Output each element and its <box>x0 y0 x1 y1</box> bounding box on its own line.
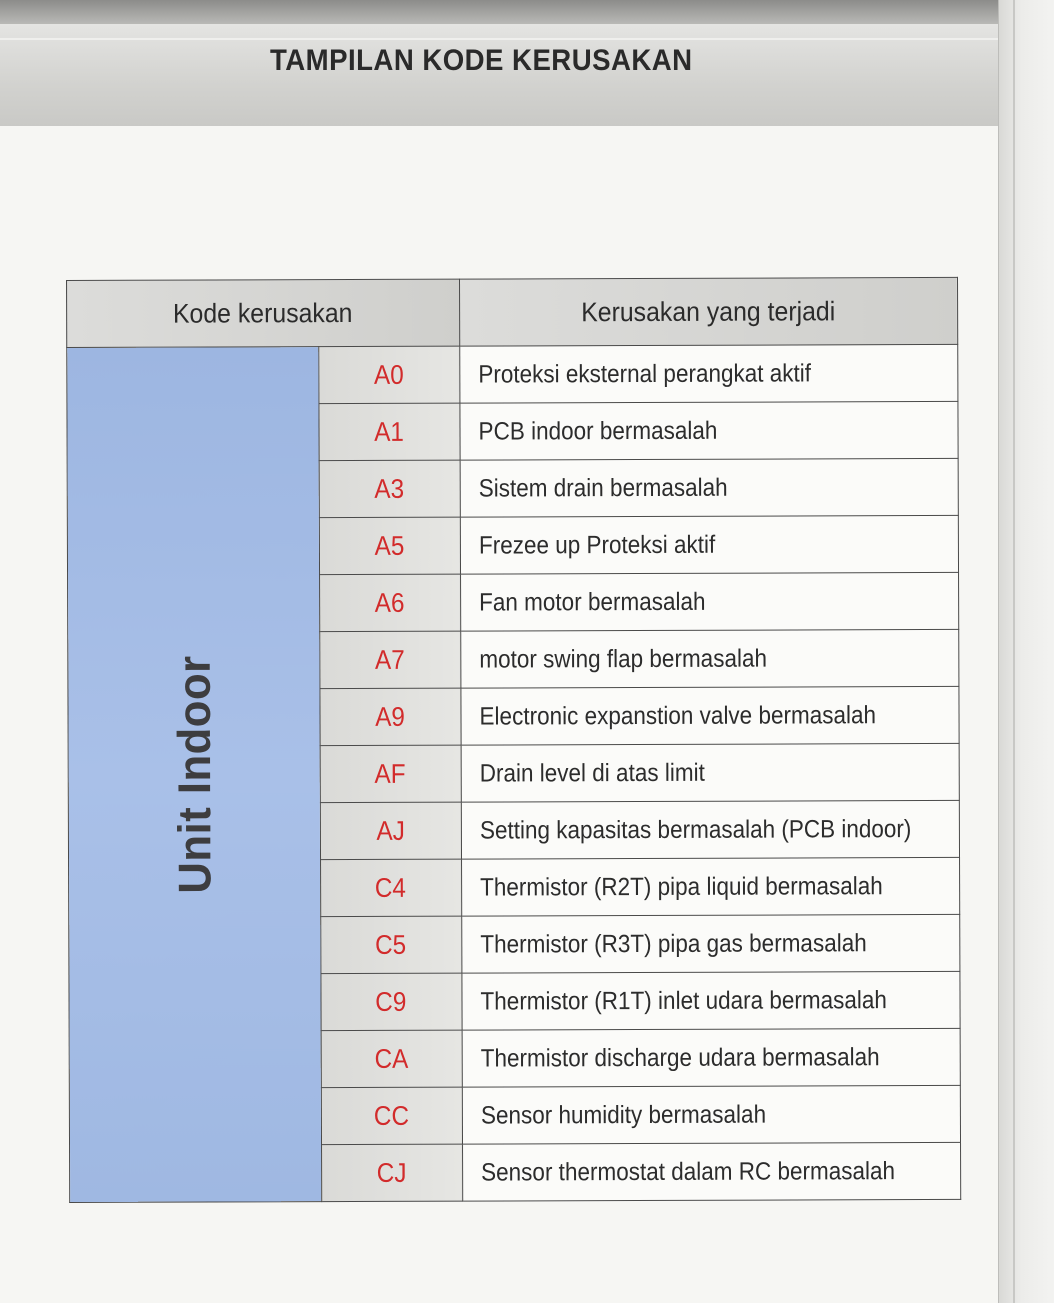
error-code: C4 <box>320 859 461 916</box>
error-description: Sensor thermostat dalam RC bermasalah <box>462 1142 961 1201</box>
error-description: Thermistor discharge udara bermasalah <box>462 1028 961 1087</box>
group-label: Unit Indoor <box>167 655 221 894</box>
error-description: Drain level di atas limit <box>461 743 960 802</box>
error-code: AJ <box>320 802 461 859</box>
error-code: AF <box>320 745 461 802</box>
error-code: CA <box>321 1030 462 1087</box>
error-description: Frezee up Proteksi aktif <box>460 515 959 574</box>
error-code: A7 <box>320 631 461 688</box>
error-code: A3 <box>319 460 460 517</box>
error-description: Proteksi eksternal perangkat aktif <box>459 344 958 403</box>
header-code: Kode kerusakan <box>67 279 460 347</box>
table-row <box>67 344 958 404</box>
table-header-row <box>67 277 958 347</box>
error-description: motor swing flap bermasalah <box>460 629 959 688</box>
error-code: A5 <box>319 517 460 574</box>
error-description: Setting kapasitas bermasalah (PCB indoor) <box>461 800 960 859</box>
error-code: CC <box>321 1087 462 1144</box>
error-description: Sensor humidity bermasalah <box>462 1085 961 1144</box>
error-code: A1 <box>319 403 460 460</box>
error-code: A9 <box>320 688 461 745</box>
error-description: Fan motor bermasalah <box>460 572 959 631</box>
error-code-table <box>66 277 961 1203</box>
error-code: CJ <box>321 1144 462 1201</box>
top-page-edge <box>0 0 1054 24</box>
error-code: A0 <box>319 346 460 403</box>
error-description: Thermistor (R3T) pipa gas bermasalah <box>461 914 960 973</box>
error-code: C9 <box>321 973 462 1030</box>
header-description: Kerusakan yang terjadi <box>459 277 958 346</box>
error-code: C5 <box>321 916 462 973</box>
error-description: Electronic expanstion valve bermasalah <box>461 686 960 745</box>
error-code: A6 <box>319 574 460 631</box>
error-description: Thermistor (R1T) inlet udara bermasalah <box>462 971 961 1030</box>
error-description: Sistem drain bermasalah <box>460 458 959 517</box>
group-label-cell <box>67 347 322 1203</box>
page-title: TAMPILAN KODE KERUSAKAN <box>270 44 693 77</box>
error-description: PCB indoor bermasalah <box>460 401 959 460</box>
error-description: Thermistor (R2T) pipa liquid bermasalah <box>461 857 960 916</box>
page-binding-edge <box>998 0 1054 1303</box>
